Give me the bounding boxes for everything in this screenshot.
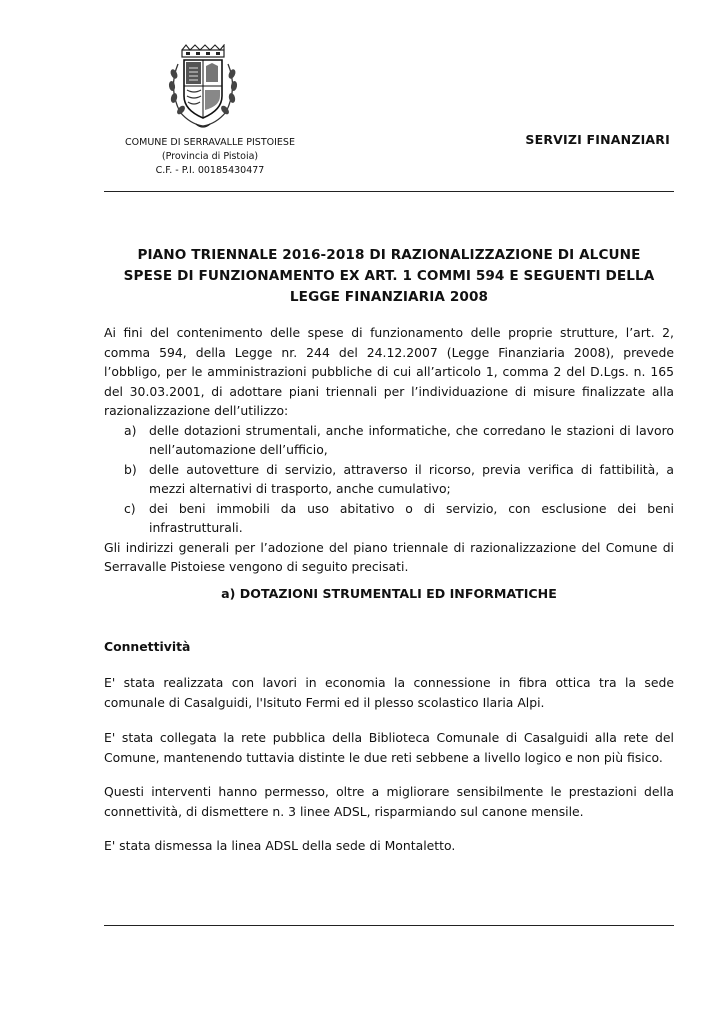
list-item-text: delle dotazioni strumentali, anche informatiche, che corredano le stazioni di lavoro nell’automazione dell’ufficio, bbox=[149, 422, 674, 457]
list-item-text: delle autovetture di servizio, attraverso il ricorso, previa verifica di fattibilità, a mezzi alternativi di trasporto, anche cumulativo; bbox=[149, 461, 674, 496]
section-subheading: a) DOTAZIONI STRUMENTALI ED INFORMATICHE bbox=[221, 586, 557, 601]
list-item bbox=[104, 421, 674, 460]
body-paragraph: E' stata realizzata con lavori in economia la connessione in fibra ottica tra la sede comunale di Casalguidi, l'Isituto Fermi ed il plesso scolastico Ilaria Alpi. bbox=[104, 675, 674, 710]
list-marker: c) bbox=[124, 500, 136, 516]
list-item bbox=[104, 460, 674, 499]
list-marker: a) bbox=[124, 422, 137, 438]
province-name: (Provincia di Pistoia) bbox=[161, 151, 259, 162]
list-item-text: dei beni immobili da uso abitativo o di servizio, con esclusione dei beni infrastrutturali. bbox=[149, 500, 674, 535]
intro-section bbox=[104, 323, 674, 577]
section-title: Connettività bbox=[104, 639, 191, 654]
list-item bbox=[104, 499, 674, 538]
body-paragraph: E' stata dismessa la linea ADSL della sede di Montaletto. bbox=[104, 838, 456, 853]
intro-paragraph: Ai fini del contenimento delle spese di funzionamento delle proprie strutture, l’art. 2, comma 594, della Legge nr. 244 del 24.12.2007 (Legge Finanziaria 2008), prevede l’obbligo, per le amministrazioni pubbliche di cui all’articolo 1, comma 2 del D.Lgs. n. 165 del 30.03.2001, di adottare piani triennali per l’individuazione di misure finalizzate alla razionalizzazione dell’utilizzo: bbox=[104, 325, 674, 418]
footer-divider bbox=[104, 925, 674, 926]
header-divider bbox=[104, 191, 674, 192]
municipality-name: COMUNE DI SERRAVALLE PISTOIESE bbox=[125, 137, 295, 148]
intro-closing-paragraph: Gli indirizzi generali per l’adozione del piano triennale di razionalizzazione del Comune di Serravalle Pistoiese vengono di seguito precisati. bbox=[104, 539, 674, 574]
document-title bbox=[104, 245, 674, 308]
list-marker: b) bbox=[124, 461, 137, 477]
title-line: LEGGE FINANZIARIA 2008 bbox=[289, 289, 489, 305]
municipal-crest-icon bbox=[160, 44, 246, 130]
tax-id: C.F. - P.I. 00185430477 bbox=[155, 165, 265, 176]
department-name: SERVIZI FINANZIARI bbox=[525, 132, 670, 147]
measures-list bbox=[104, 421, 674, 538]
body-paragraph: Questi interventi hanno permesso, oltre a migliorare sensibilmente le prestazioni della connettività, di dismettere n. 3 linee ADSL, risparmiando sul canone mensile. bbox=[104, 784, 674, 819]
body-paragraph: E' stata collegata la rete pubblica della Biblioteca Comunale di Casalguidi alla rete del Comune, mantenendo tuttavia distinte le due reti sebbene a livello logico e non più fisico. bbox=[104, 730, 674, 765]
title-line: PIANO TRIENNALE 2016-2018 DI RAZIONALIZZAZIONE DI ALCUNE bbox=[137, 247, 641, 263]
title-line: SPESE DI FUNZIONAMENTO EX ART. 1 COMMI 594 E SEGUENTI DELLA bbox=[123, 268, 655, 284]
municipality-block bbox=[80, 136, 340, 178]
